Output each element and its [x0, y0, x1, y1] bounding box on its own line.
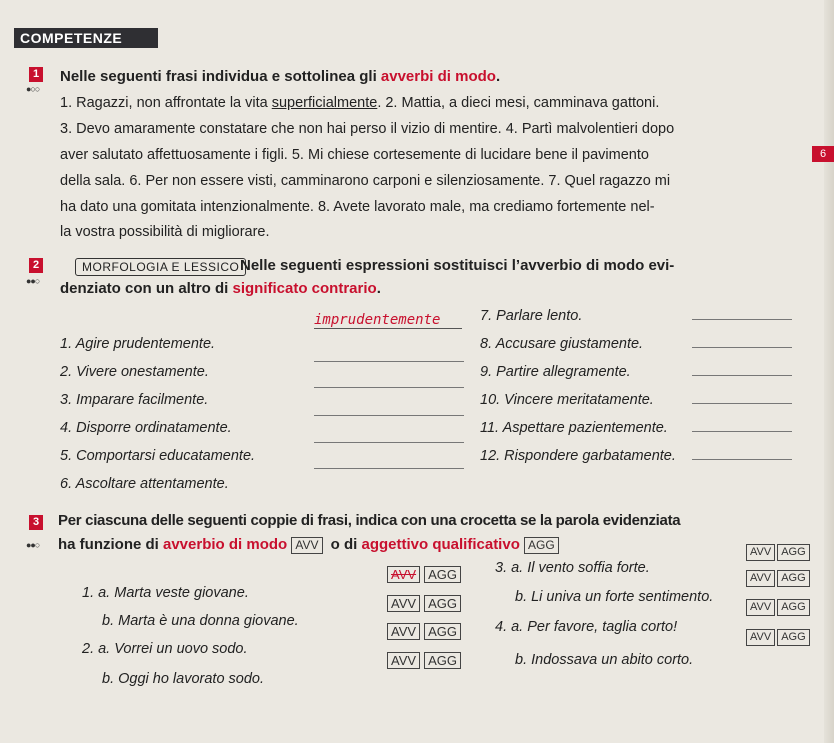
- exercise-1-difficulty: ●○○: [26, 84, 40, 94]
- agg-checkbox[interactable]: AGG: [777, 629, 809, 646]
- answer-12-field[interactable]: [692, 458, 792, 460]
- ex3-choice-4b[interactable]: [746, 627, 814, 646]
- answer-6-field[interactable]: [314, 467, 464, 469]
- ex3-item-3a: 3. a. Il vento soffia forte.: [495, 560, 650, 576]
- avv-checkbox[interactable]: AVV: [387, 595, 420, 612]
- answer-10-field[interactable]: [692, 402, 792, 404]
- exercise-2-difficulty: ●●○: [26, 276, 40, 286]
- ex2-item-11: 11. Aspettare pazientemente.: [480, 420, 668, 436]
- exercise-3-number: 3: [29, 515, 43, 530]
- ex3-choice-2b[interactable]: [387, 652, 465, 670]
- ex2-item-5: 5. Comportarsi educatamente.: [60, 448, 256, 464]
- agg-checkbox[interactable]: AGG: [777, 544, 809, 561]
- answer-7-field[interactable]: [692, 318, 792, 320]
- ex2-item-10: 10. Vincere meritatamente.: [480, 392, 654, 408]
- ex3-choice-1b[interactable]: [387, 595, 465, 613]
- morfologia-tag: MORFOLOGIA E LESSICO: [75, 258, 246, 276]
- agg-checkbox[interactable]: AGG: [777, 570, 809, 587]
- ex3-item-3b: b. Li univa un forte sentimento.: [515, 589, 714, 605]
- exercise-3-instruction-a: Per ciascuna delle seguenti coppie di frasi, indica con una crocetta se la parola evidenziata: [58, 512, 681, 529]
- ex3-choice-2a[interactable]: [387, 623, 465, 641]
- exercise-1-line-3: aver salutato affettuosamente i figli. 5. Mi chiese cortesemente di lucidare bene il pavimento: [60, 147, 649, 163]
- ex3-choice-3b[interactable]: [746, 568, 814, 587]
- avv-checkbox[interactable]: AVV: [387, 623, 420, 640]
- exercise-1-instruction: Nelle seguenti frasi individua e sottolinea gli avverbi di modo.: [60, 68, 501, 85]
- exercise-1-line-1: 1. Ragazzi, non affrontate la vita superficialmente. 2. Mattia, a dieci mesi, camminava gattoni.: [60, 95, 660, 111]
- ex2-item-9: 9. Partire allegramente.: [480, 364, 631, 380]
- ex2-item-3: 3. Imparare facilmente.: [60, 392, 209, 408]
- ex2-item-6: 6. Ascoltare attentamente.: [60, 476, 229, 492]
- ex2-item-1: 1. Agire prudentemente.: [60, 336, 216, 352]
- agg-checkbox[interactable]: AGG: [424, 652, 461, 669]
- avv-checkbox[interactable]: AVV: [746, 599, 775, 616]
- page-edge: [824, 0, 834, 743]
- answer-4-field[interactable]: [314, 414, 464, 416]
- agg-checkbox[interactable]: AGG: [424, 566, 461, 583]
- ex3-choice-1a[interactable]: [387, 566, 465, 584]
- agg-checkbox[interactable]: AGG: [424, 623, 461, 640]
- ex3-item-2b: b. Oggi ho lavorato sodo.: [102, 671, 265, 687]
- exercise-3-difficulty: ●●○: [26, 540, 40, 550]
- answer-9-field[interactable]: [692, 374, 792, 376]
- exercise-1-line-2: 3. Devo amaramente constatare che non hai perso il vizio di mentire. 4. Partì malvolentieri dopo: [60, 121, 675, 137]
- avv-checkbox[interactable]: AVV: [746, 629, 775, 646]
- exercise-1-number: 1: [29, 67, 43, 82]
- avv-checkbox[interactable]: AVV: [746, 570, 775, 587]
- ex2-item-2: 2. Vivere onestamente.: [60, 364, 209, 380]
- exercise-2-instruction-a: Nelle seguenti espressioni sostituisci l’avverbio di modo evi-: [240, 257, 675, 274]
- exercise-2-instruction-b: denziato con un altro di significato contrario.: [60, 280, 381, 297]
- underlined-adverb: superficialmente: [271, 95, 378, 111]
- ex3-choice-4a[interactable]: [746, 597, 814, 616]
- ex3-item-4a: 4. a. Per favore, taglia corto!: [495, 619, 678, 635]
- ex2-item-12: 12. Rispondere garbatamente.: [480, 448, 676, 464]
- answer-1-field[interactable]: imprudentemente: [314, 312, 462, 329]
- avv-checkbox[interactable]: AVV: [387, 566, 420, 583]
- avv-checkbox[interactable]: AVV: [746, 544, 775, 561]
- answer-3-field[interactable]: [314, 386, 464, 388]
- ex3-item-1b: b. Marta è una donna giovane.: [102, 613, 299, 629]
- ex2-item-7: 7. Parlare lento.: [480, 308, 583, 324]
- ex3-item-1a: 1. a. Marta veste giovane.: [82, 585, 249, 601]
- side-tab: 6: [812, 146, 834, 162]
- agg-checkbox[interactable]: AGG: [777, 599, 809, 616]
- ex2-item-8: 8. Accusare giustamente.: [480, 336, 644, 352]
- ex2-item-4: 4. Disporre ordinatamente.: [60, 420, 232, 436]
- answer-8-field[interactable]: [692, 346, 792, 348]
- ex3-choice-3a[interactable]: [746, 542, 814, 561]
- answer-2-field[interactable]: [314, 360, 464, 362]
- exercise-3-instruction-b: ha funzione di avverbio di modo AVV o di aggettivo qualificativo AGG: [58, 536, 563, 554]
- ex3-item-4b: b. Indossava un abito corto.: [515, 652, 694, 668]
- avv-checkbox[interactable]: AVV: [387, 652, 420, 669]
- ex3-item-2a: 2. a. Vorrei un uovo sodo.: [82, 641, 248, 657]
- exercise-1-line-6: la vostra possibilità di migliorare.: [60, 224, 270, 240]
- answer-11-field[interactable]: [692, 430, 792, 432]
- exercise-2-number: 2: [29, 258, 43, 273]
- exercise-1-line-4: della sala. 6. Per non essere visti, camminarono carponi e silenziosamente. 7. Quel ragazzo mi: [60, 173, 671, 189]
- agg-checkbox[interactable]: AGG: [424, 595, 461, 612]
- answer-5-field[interactable]: [314, 441, 464, 443]
- section-header: COMPETENZE: [14, 28, 158, 48]
- exercise-1-line-5: ha dato una gomitata intenzionalmente. 8. Avete lavorato male, ma crediamo fortemente nel-: [60, 199, 655, 215]
